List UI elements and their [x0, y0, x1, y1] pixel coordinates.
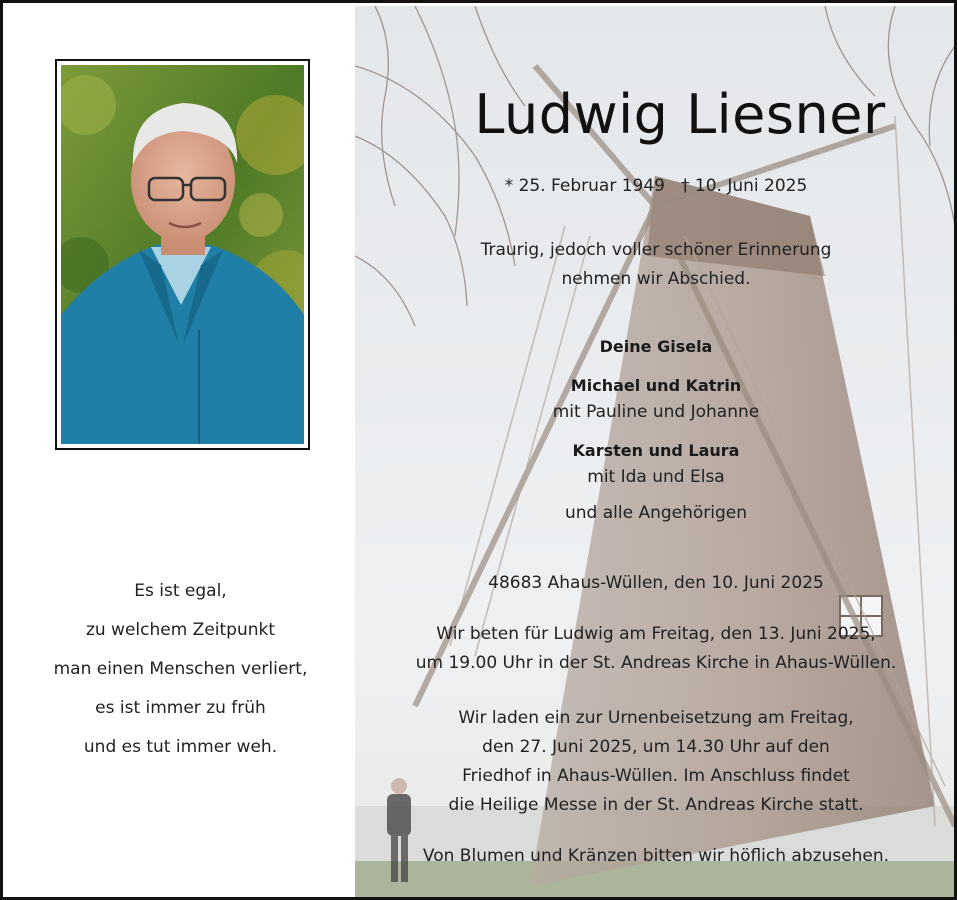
intro-line: Traurig, jedoch voller schöner Erinnerung	[480, 240, 832, 260]
poem	[6, 572, 355, 767]
poem-line: es ist immer zu früh	[95, 698, 266, 718]
burial-notice	[355, 704, 957, 820]
poem-line: man einen Menschen verliert,	[53, 659, 308, 679]
place-date: 48683 Ahaus-Wüllen, den 10. Juni 2025	[488, 573, 824, 593]
death-date: † 10. Juni 2025	[680, 176, 808, 196]
prayer-line: um 19.00 Uhr in der St. Andreas Kirche in Ahaus-Wüllen.	[415, 653, 897, 673]
flowers-note: Von Blumen und Kränzen bitten wir höflich abzusehen.	[422, 846, 890, 866]
birth-date: * 25. Februar 1949	[504, 176, 665, 196]
left-column	[6, 6, 355, 900]
poem-line: zu welchem Zeitpunkt	[85, 620, 276, 640]
portrait-frame	[55, 59, 310, 450]
poem-line: Es ist egal,	[134, 581, 227, 601]
burial-line: Wir laden ein zur Urnenbeisetzung am Freitag,	[458, 708, 854, 728]
intro-text	[355, 236, 957, 294]
portrait-photo	[61, 65, 304, 444]
life-dates	[355, 176, 957, 196]
obituary-text	[355, 6, 957, 900]
mourner-family-1-children: mit Pauline und Johanne	[552, 402, 760, 422]
burial-line: Friedhof in Ahaus-Wüllen. Im Anschluss findet	[462, 766, 850, 786]
mourner-family-2: Karsten und Laura	[572, 441, 740, 460]
prayer-line: Wir beten für Ludwig am Freitag, den 13. Juni 2025,	[436, 624, 876, 644]
right-column	[355, 6, 957, 900]
intro-line: nehmen wir Abschied.	[561, 269, 751, 289]
burial-line: die Heilige Messe in der St. Andreas Kirche statt.	[448, 795, 864, 815]
poem-line: und es tut immer weh.	[83, 737, 278, 757]
mourner-others: und alle Angehörigen	[564, 503, 748, 523]
mourner-partner: Deine Gisela	[599, 337, 713, 356]
mourner-family-1: Michael und Katrin	[570, 376, 742, 395]
deceased-name: Ludwig Liesner	[474, 83, 886, 146]
prayer-notice	[355, 620, 957, 678]
burial-line: den 27. Juni 2025, um 14.30 Uhr auf den	[482, 737, 830, 757]
mourner-family-2-children: mit Ida und Elsa	[587, 467, 725, 487]
